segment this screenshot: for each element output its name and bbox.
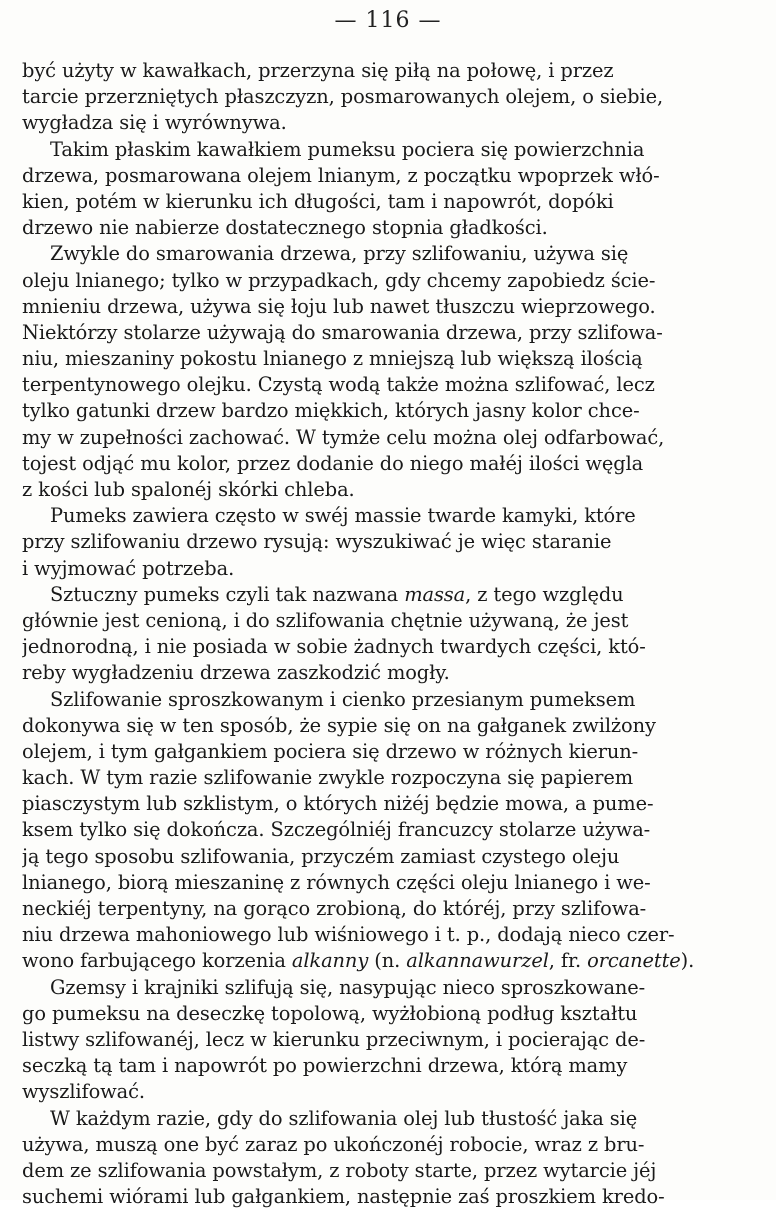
text-line (22, 268, 762, 294)
text-line (22, 1027, 762, 1053)
line-text: Niektórzy stolarze używają do smarowania drzewa, przy szlifowa- (22, 320, 663, 344)
line-text: ją tego sposobu szlifowania, przyczém zamiast czystego oleju (22, 844, 620, 868)
line-text: , z tego względu (465, 582, 624, 606)
line-text: Sztuczny pumeks czyli tak nazwana (50, 582, 405, 606)
line-text: niu drzewa mahoniowego lub wiśniowego i t. p., dodają nieco czer- (22, 923, 675, 947)
text-line (22, 765, 762, 791)
line-text: niu, mieszaniny pokostu lnianego z mniejszą lub większą ilością (22, 347, 643, 371)
line-text: i wyjmować potrzeba. (22, 556, 235, 580)
line-text: z kości lub spalonéj skórki chleba. (22, 478, 355, 501)
text-line (22, 556, 762, 582)
text-line (22, 1158, 762, 1184)
text-line (22, 1184, 762, 1210)
line-text: kach. W tym razie szlifowanie zwykle rozpoczyna się papierem (22, 766, 634, 790)
line-text: ). (680, 949, 695, 973)
text-line (22, 294, 762, 320)
line-text: listwy szlifowanéj, lecz w kierunku przeciwnym, i pocierając de- (22, 1027, 646, 1051)
line-text: tojest odjąć mu kolor, przez dodanie do niego małéj ilości węgla (22, 451, 644, 475)
line-text: drzewo nie nabierze dostatecznego stopnia gładkości. (22, 216, 548, 240)
line-text: Pumeks zawiera często w swéj massie twarde kamyki, które (50, 504, 636, 528)
text-line (22, 215, 762, 241)
italic-term: alkannawurzel (406, 949, 549, 973)
line-text: piasczystym lub szklistym, o których niżéj będzie mowa, a pume- (22, 792, 654, 816)
text-line (22, 84, 762, 110)
line-text: (n. (368, 949, 407, 973)
line-text: tarcie przerzniętych płaszczyzn, posmarowanych olejem, o siebie, (22, 85, 664, 109)
line-text: lnianego, biorą mieszaninę z równych części oleju lnianego i we- (22, 870, 651, 894)
italic-term: orcanette (587, 949, 681, 973)
line-text: Gzemsy i krajniki szlifują się, nasypując nieco sproszkowane- (50, 975, 646, 999)
text-line (22, 398, 762, 424)
text-line (22, 975, 762, 1001)
line-text: być użyty w kawałkach, przerzyna się piłą na połowę, i przez (22, 59, 614, 82)
line-text: kien, potém w kierunku ich długości, tam i napowrót, dopóki (22, 189, 614, 213)
line-text: my w zupełności zachować. W tymże celu można olej odfarbować, (22, 425, 665, 449)
italic-term: massa (404, 582, 466, 606)
line-text: dokonywa się w ten sposób, że sypie się on na gałganek zwilżony (22, 713, 656, 737)
line-text: terpentynowego olejku. Czystą wodą także można szlifować, lecz (22, 373, 655, 397)
page-number: — 116 — (334, 8, 442, 33)
line-text: przy szlifowaniu drzewo rysują: wyszukiwać je więc staranie (22, 530, 612, 554)
text-line (22, 817, 762, 843)
text-line (22, 503, 762, 529)
text-line (22, 241, 762, 267)
text-line (22, 137, 762, 163)
text-line (22, 110, 762, 136)
text-line (22, 1106, 762, 1132)
line-text: Zwykle do smarowania drzewa, przy szlifowaniu, używa się (50, 242, 629, 266)
line-text: Szlifowanie sproszkowanym i cienko przesianym pumeksem (50, 687, 636, 711)
text-line (22, 1079, 762, 1105)
text-line (22, 608, 762, 634)
text-line (22, 58, 762, 84)
text-line (22, 870, 762, 896)
line-text: tylko gatunki drzew bardzo miękkich, których jasny kolor chce- (22, 399, 640, 423)
text-line (22, 582, 762, 608)
body-text (22, 58, 762, 1210)
line-text: ksem tylko się dokończa. Szczególniéj francuzcy stolarze używa- (22, 818, 651, 842)
text-line (22, 320, 762, 346)
text-line (22, 948, 762, 974)
text-line (22, 634, 762, 660)
line-text: neckiéj terpentyny, na gorąco zrobioną, do któréj, przy szlifowa- (22, 897, 647, 920)
text-line (22, 791, 762, 817)
line-text: reby wygładzeniu drzewa zaszkodzić mogły. (22, 661, 450, 685)
line-text: mnieniu drzewa, używa się łoju lub nawet tłuszczu wieprzowego. (22, 294, 656, 318)
text-line (22, 844, 762, 870)
text-line (22, 739, 762, 765)
text-line (22, 660, 762, 686)
text-line (22, 922, 762, 948)
line-text: wygładza się i wyrównywa. (22, 111, 287, 135)
line-text: seczką tą tam i napowrót po powierzchni drzewa, którą mamy (22, 1054, 628, 1078)
line-text: wono farbującego korzenia (22, 949, 292, 973)
line-text: dem ze szlifowania powstałym, z roboty starte, przez wytarcie jéj (22, 1158, 657, 1182)
text-line (22, 1132, 762, 1158)
text-line (22, 163, 762, 189)
line-text: W każdym razie, gdy do szlifowania olej lub tłustość jaka się (50, 1106, 638, 1130)
text-line (22, 1053, 762, 1079)
text-line (22, 189, 762, 215)
line-text: drzewa, posmarowana olejem lnianym, z początku wpoprzek włó- (22, 163, 660, 187)
text-line (22, 451, 762, 477)
line-text: wyszlifować. (22, 1080, 145, 1104)
line-text: olejem, i tym gałgankiem pociera się drzewo w różnych kierun- (22, 739, 639, 763)
text-line (22, 529, 762, 555)
text-line (22, 425, 762, 451)
line-text: oleju lnianego; tylko w przypadkach, gdy chcemy zapobiedz ście- (22, 268, 656, 292)
text-line (22, 896, 762, 922)
text-line (22, 477, 762, 503)
text-line (22, 713, 762, 739)
line-text: Takim płaskim kawałkiem pumeksu pociera się powierzchnia (50, 137, 645, 161)
text-line (22, 346, 762, 372)
line-text: używa, muszą one być zaraz po ukończonéj robocie, wraz z bru- (22, 1132, 645, 1156)
line-text: go pumeksu na deseczkę topolową, wyżłobioną podług kształtu (22, 1001, 638, 1025)
line-text: jednorodną, i nie posiada w sobie żadnych twardych części, któ- (22, 635, 646, 659)
text-line (22, 372, 762, 398)
italic-term: alkanny (291, 949, 369, 973)
text-line (22, 687, 762, 713)
line-text: suchemi wiórami lub gałgankiem, następnie zaś proszkiem kredo- (22, 1185, 665, 1209)
line-text: głównie jest cenioną, i do szlifowania chętnie używaną, że jest (22, 608, 629, 632)
line-text: , fr. (548, 949, 588, 973)
text-line (22, 1001, 762, 1027)
